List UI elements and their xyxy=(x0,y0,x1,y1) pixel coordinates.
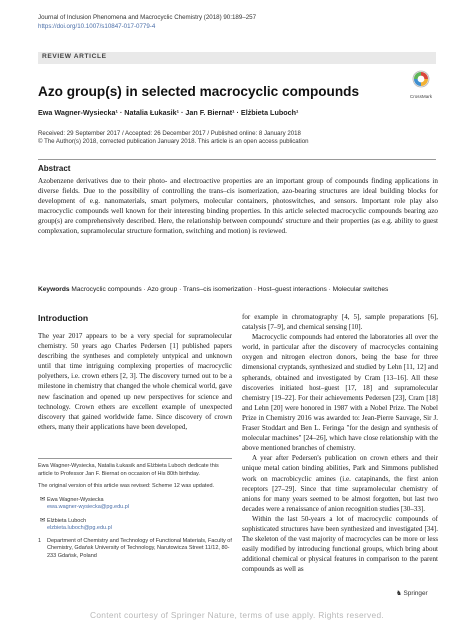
affiliation-number: 1 xyxy=(38,537,42,544)
abstract-text: Azobenzene derivatives due to their photo- and electroactive properties are an important group of compounds finding applications in diverse fields. Due to the possibility of controlling the trans–cis isomerization, azo-bearing structures are ideal building blocks for development of e.g. nanomaterials, smart polymers, molecular containers, photoswitches, and sensors. Important role play also macrocyclic compounds well known for their interesting binding properties. In this article selected macrocyclic compounds bearing azo group(s) are comprehensively described. Here, the relationship between compounds' structure and their properties (as e.g. ability to guest complexation, supramolecular structure formation, switching and motion) is reviewed. xyxy=(38,177,438,235)
author-list[interactable]: Ewa Wagner‑Wysiecka¹ · Natalia Łukasik¹ · Jan F. Biernat¹ · Elżbieta Luboch¹ xyxy=(38,108,299,117)
footnote-divider xyxy=(38,458,232,459)
courtesy-footer: Content courtesy of Springer Nature, terms of use apply. Rights reserved. xyxy=(89,610,385,620)
article-type-label: REVIEW ARTICLE xyxy=(42,53,107,60)
abstract-heading: Abstract xyxy=(38,164,71,173)
paragraph: A year after Pedersen's publication on crown ethers and their unique metal cation binding abilities, Park and Simmons published work on macrobicyclic amines (i.e. catapinands, the first anion receptors [27–29]. Since that time supramolecular chemistry of anions for many years seemed to be almost forgotten, but last two decades were a renaissance of anion recognition studies [30–33]. xyxy=(242,454,438,513)
author2-name: Elżbieta Luboch xyxy=(47,517,87,524)
copyright-line: © The Author(s) 2018, corrected publication January 2018. This article is an open access publication xyxy=(38,138,309,146)
keywords-text: Macrocyclic compounds · Azo group · Trans–cis isomerization · Host–guest interactions · Molecular switches xyxy=(71,286,389,293)
affiliation-text: Department of Chemistry and Technology of Functional Materials, Faculty of Chemistry, Gdańsk University of Technology, Narutowicza Street 11/12, 80-233 Gdańsk, Poland xyxy=(47,537,232,559)
paragraph: Macrocyclic compounds had entered the laboratories all over the world, in particular after the discovery of macrocycles containing oxygen and nitrogen electron donors, being the base for three dimensional cryptands, synthesized and studied by Lehn [11, 12] and spherands, obtained and investigated by Cram [13–16]. All these discoveries initiated host–guest [17, 18] and supramolecular chemistry [19–22]. For their achievements Pedersen [23], Cram [18] and Lehn [20] were honored in 1987 with a Nobel Prize. The Nobel Prize in Chemistry 2016 was awarded to: Jean-Pierre Sauvage, Sir J. Fraser Stoddart and Ben L. Feringa "for the design and synthesis of molecular machines" [24–26], which have close relationship with the above mentioned branches of chemistry. xyxy=(242,333,438,453)
springer-horse-icon: ♞ xyxy=(396,590,402,597)
publication-dates xyxy=(38,130,309,147)
article-title: Azo group(s) in selected macrocyclic compounds xyxy=(38,84,360,99)
dedication-note: Ewa Wagner-Wysiecka, Natalia Łukasik and Elżbieta Luboch dedicate this article to Professor Jan F. Biernat on occasion of His 80th birthday. xyxy=(38,463,219,477)
crossmark-badge[interactable] xyxy=(404,70,438,99)
doi-link[interactable]: https://doi.org/10.1007/s10847-017-0779-4 xyxy=(38,22,156,30)
keywords-line xyxy=(38,286,438,293)
envelope-icon: ✉ xyxy=(39,495,46,503)
paragraph: for example in chromatography [4, 5], sample preparations [6], catalysis [7–9], and chemical sensing [10]. xyxy=(242,313,438,332)
affiliation-note xyxy=(38,538,232,561)
journal-header xyxy=(38,14,256,31)
footnotes xyxy=(38,463,232,565)
correction-note: The original version of this article was revised: Scheme 12 was updated. xyxy=(38,483,215,489)
corresponding-author-1 xyxy=(38,496,232,512)
introduction-right-column xyxy=(242,312,438,574)
journal-citation: Journal of Inclusion Phenomena and Macrocyclic Chemistry (2018) 90:189–257 xyxy=(38,14,257,21)
abstract-divider xyxy=(38,159,436,160)
introduction-left-column: The year 2017 appears to be a very special for supramolecular chemistry. 50 years ago Charles Pedersen [1] published papers describing the syntheses and completely untypical and unknown until that time intriguing complexing properties of macrocyclic polyethers, i.e. crown ethers [2, 3]. The discovery turned out to be a milestone in chemistry that changed the whole chemical world, gave new fascination and opened up new perspectives for science and technology. Crown ethers are excellent example of unexpected discovery that gained worldwide fame. Since discovery of crown ethers, many their applications have been developed, xyxy=(38,332,232,431)
introduction-heading: Introduction xyxy=(38,313,89,323)
crossmark-label: CrossMark xyxy=(409,94,433,99)
author1-email[interactable]: ewa.wagner-wysiecka@pg.edu.pl xyxy=(47,504,130,510)
author1-name: Ewa Wagner-Wysiecka xyxy=(47,496,104,503)
author2-email[interactable]: elzbieta.luboch@pg.edu.pl xyxy=(47,525,112,531)
publisher-name: Springer xyxy=(403,590,428,597)
received-accepted-line: Received: 29 September 2017 / Accepted: 26 December 2017 / Published online: 8 January 2018 xyxy=(38,130,301,137)
publisher-logo xyxy=(396,589,428,597)
corresponding-author-2 xyxy=(38,517,232,533)
crossmark-icon xyxy=(412,70,430,88)
envelope-icon: ✉ xyxy=(39,516,46,524)
keywords-label: Keywords xyxy=(38,286,70,293)
paragraph: Within the last 50-years a lot of macrocyclic compounds of sophisticated structures have been synthesized and investigated [34]. The skeleton of the vast majority of macrocycles can be more or less easily modified by introducing functional groups, which bring about additional chemical or physical features in comparison to the parent compounds as well as xyxy=(242,514,438,574)
